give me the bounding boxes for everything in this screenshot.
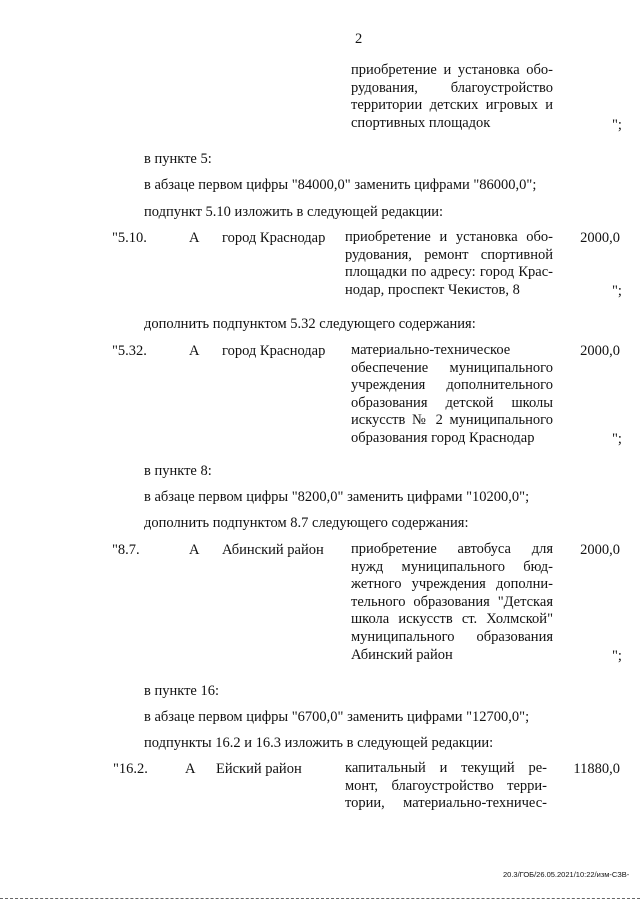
row-amount: 2000,0 [580,343,620,359]
row-category: А [189,230,200,246]
desc-line: Абинский район [351,646,453,663]
desc-line: приобретение и установка обо- [345,229,553,245]
desc-line: тельного образования "Детская [351,593,553,610]
paragraph: подпункты 16.2 и 16.3 изложить в следующей редакции: [144,735,494,751]
row-place: Ейский район [216,761,302,777]
paragraph: в пункте 8: [144,463,212,479]
paragraph: дополнить подпунктом 5.32 следующего содержания: [144,316,476,332]
paragraph: в абзаце первом цифры "84000,0" заменить цифрами "86000,0"; [144,177,537,193]
paragraph: дополнить подпунктом 8.7 следующего содержания: [144,515,469,531]
row-place: Абинский район [222,542,324,558]
row-place: город Краснодар [222,343,326,359]
top-description [351,62,553,132]
page-number: 2 [355,31,363,47]
paragraph: в пункте 5: [144,151,212,167]
row-number: "5.10. [112,230,147,246]
row-number: "5.32. [112,343,147,359]
desc-line: школа искусств ст. Холмской" [351,611,553,628]
desc-line: материально-техническое [351,342,511,358]
row-description [345,760,547,813]
row-category: А [185,761,196,777]
footer-code: 20.3/ГОБ/26.05.2021/10:22/изм-СЗВ- [503,870,630,879]
desc-line: рудования, благоустройство [351,79,553,96]
paragraph: в пункте 16: [144,683,220,699]
desc-line: приобретение и установка обо- [351,62,553,78]
desc-line: образования город Краснодар [351,429,535,446]
desc-line: тории, материально-техничес- [345,795,547,812]
row-description [345,229,553,299]
desc-line: муниципального образования [351,628,553,645]
row-number: "8.7. [112,542,140,558]
row-description [351,541,553,664]
closing-quote: "; [612,117,622,133]
desc-line: площадки по адресу: город Крас- [345,264,553,281]
row-number: "16.2. [113,761,148,777]
page-bottom-line [0,898,640,899]
closing-quote: "; [612,648,622,664]
desc-line: образования детской школы [351,394,553,411]
row-place: город Краснодар [222,230,326,246]
desc-line: искусств № 2 муниципального [351,412,553,429]
closing-quote: "; [612,431,622,447]
desc-line: территории детских игровых и [351,97,553,114]
desc-line: приобретение автобуса для [351,541,553,557]
desc-line: спортивных площадок [351,114,491,131]
row-amount: 2000,0 [580,542,620,558]
desc-line: жетного учреждения дополни- [351,576,553,593]
row-category: А [189,343,200,359]
row-description [351,342,553,448]
row-category: А [189,542,200,558]
desc-line: обеспечение муниципального [351,359,553,376]
closing-quote: "; [612,283,622,299]
paragraph: в абзаце первом цифры "8200,0" заменить цифрами "10200,0"; [144,489,530,505]
desc-line: монт, благоустройство терри- [345,777,547,794]
paragraph: подпункт 5.10 изложить в следующей редакции: [144,204,444,220]
desc-line: нодар, проспект Чекистов, 8 [345,281,520,298]
paragraph: в абзаце первом цифры "6700,0" заменить цифрами "12700,0"; [144,709,530,725]
desc-line: учреждения дополнительного [351,377,553,394]
desc-line: капитальный и текущий ре- [345,760,547,776]
desc-line: рудования, ремонт спортивной [345,246,553,263]
row-amount: 11880,0 [573,761,620,777]
desc-line: нужд муниципального бюд- [351,558,553,575]
row-amount: 2000,0 [580,230,620,246]
